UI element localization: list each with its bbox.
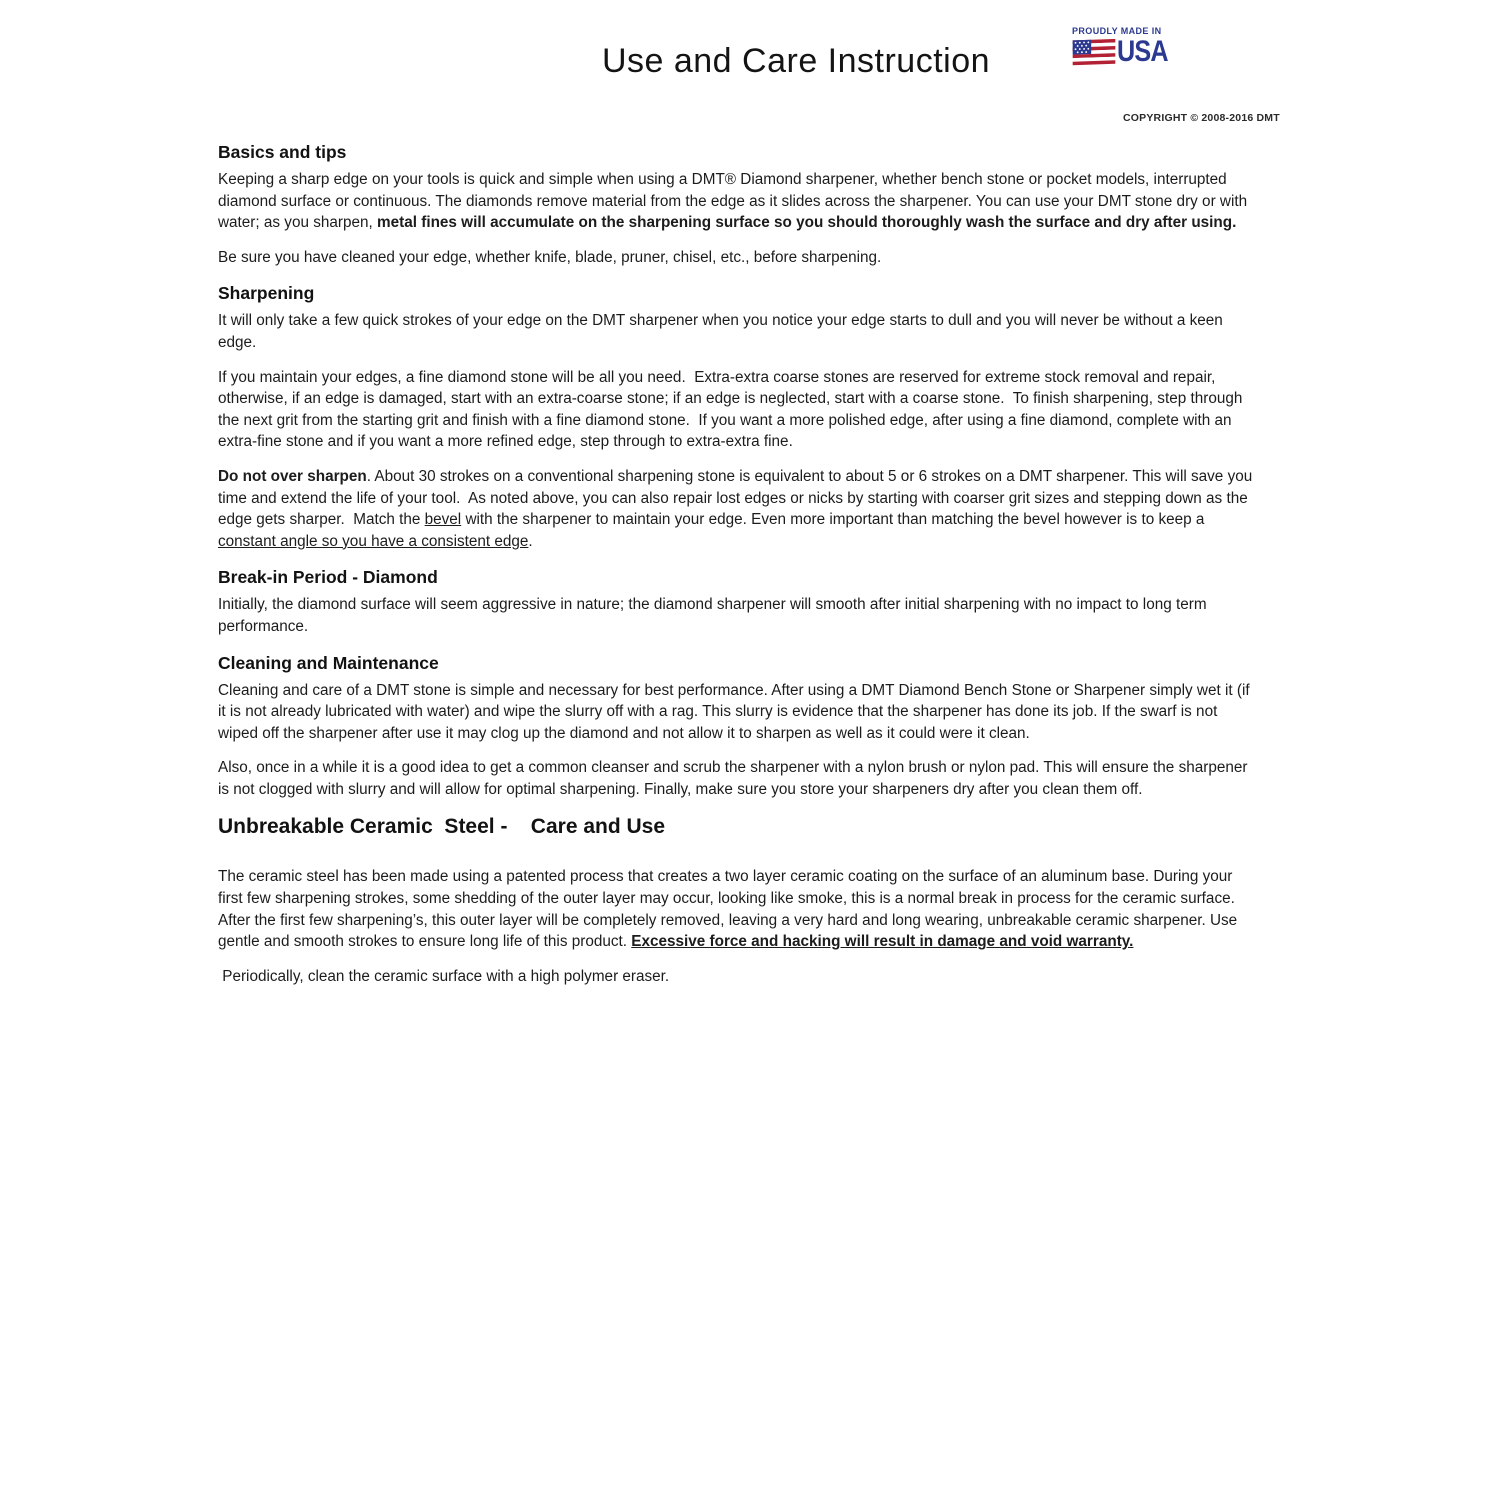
logo-text-proudly-made-in: PROUDLY MADE IN [1072, 26, 1162, 36]
section-sharpening [218, 281, 1261, 552]
paragraph: Initially, the diamond surface will seem aggressive in nature; the diamond sharpener will smooth after initial sharpening with no impact to long term performance. [218, 596, 1211, 635]
paragraph: Periodically, clean the ceramic surface with a high polymer eraser. [218, 967, 670, 985]
section-heading-cleaning: Cleaning and Maintenance [218, 652, 439, 673]
section-cleaning-maintenance [218, 651, 1261, 801]
section-heading-basics: Basics and tips [218, 142, 347, 162]
paragraph: It will only take a few quick strokes of your edge on the DMT sharpener when you notice your edge starts to dull and you will never be without a keen edge. [218, 312, 1228, 351]
section-heading-break-in: Break-in Period - Diamond [218, 567, 438, 588]
document-body [218, 140, 1261, 1000]
paragraph: Be sure you have cleaned your edge, whether knife, blade, pruner, chisel, etc., before sharpening. [218, 248, 882, 266]
section-basics-and-tips [218, 140, 1261, 268]
usa-flag-icon [1072, 39, 1116, 66]
section-ceramic-steel [218, 813, 1261, 987]
paragraph: Also, once in a while it is a good idea to get a common cleanser and scrub the sharpener with a nylon brush or nylon pad. This will ensure the sharpener is not clogged with slurry and will allow for optimal sharpening. Finally, make sure you store your sharpeners dry after you clean them off. [218, 759, 1252, 798]
logo-flag-row [1072, 37, 1182, 67]
paragraph: If you maintain your edges, a fine diamond stone will be all you need. Extra-extra coarse stones are reserved for extreme stock removal and repair, otherwise, if an edge is damaged, start with an extra-coarse stone; if an edge is neglected, start with a coarse stone. To finish sharpening, step through the next grit from the starting grit and finish with a fine diamond stone. If you want a more polished edge, after using a fine diamond, complete with an extra-fine stone and if you want a more refined edge, step through to extra-extra fine. [218, 368, 1247, 451]
paragraph: Keeping a sharp edge on your tools is quick and simple when using a DMT® Diamond sharpener, whether bench stone or pocket models, interrupted diamond surface or continuous. The diamonds remove material from the edge as it slides across the sharpener. You can use your DMT stone dry or with water; as you sharpen, metal fines will accumulate on the sharpening surface so you should thoroughly wash the surface and dry after using. [218, 171, 1252, 232]
copyright-notice: COPYRIGHT © 2008-2016 DMT [1123, 112, 1280, 124]
made-in-usa-logo [1072, 26, 1182, 67]
section-heading-sharpening: Sharpening [218, 283, 315, 304]
paragraph: Do not over sharpen. About 30 strokes on a conventional sharpening stone is equivalent to about 5 or 6 strokes on a DMT sharpener. This will save you time and extend the life of your tool. As noted above, you can also repair lost edges or nicks by starting with coarser grit sizes and stepping down as the edge gets sharper. Match the bevel with the sharpener to maintain your edge. Even more important than matching the bevel however is to keep a constant angle so you have a consistent edge. [218, 467, 1257, 550]
logo-text-usa: USA [1117, 35, 1168, 68]
paragraph: The ceramic steel has been made using a patented process that creates a two layer ceramic coating on the surface of an aluminum base. During your first few sharpening strokes, some shedding of the outer layer may occur, looking like smoke, this is a normal break in process for the ceramic surface. After the first few sharpening’s, this outer layer will be completely removed, leaving a very hard and long wearing, unbreakable ceramic sharpener. Use gentle and smooth strokes to ensure long life of this product. Excessive force and hacking will result in damage and void warranty. [218, 868, 1242, 951]
page-title: Use and Care Instruction [601, 42, 991, 80]
paragraph: Cleaning and care of a DMT stone is simple and necessary for best performance. After using a DMT Diamond Bench Stone or Sharpener simply wet it (if it is not already lubricated with water) and wipe the slurry off with a rag. This slurry is evidence that the sharpener has done its job. If the swarf is not wiped off the sharpener after use it may clog up the diamond and not allow it to sharpen as well as it could were it clean. [218, 681, 1254, 742]
section-break-in-period [218, 565, 1261, 637]
section-heading-ceramic-steel: Unbreakable Ceramic Steel - Care and Use [218, 815, 666, 839]
